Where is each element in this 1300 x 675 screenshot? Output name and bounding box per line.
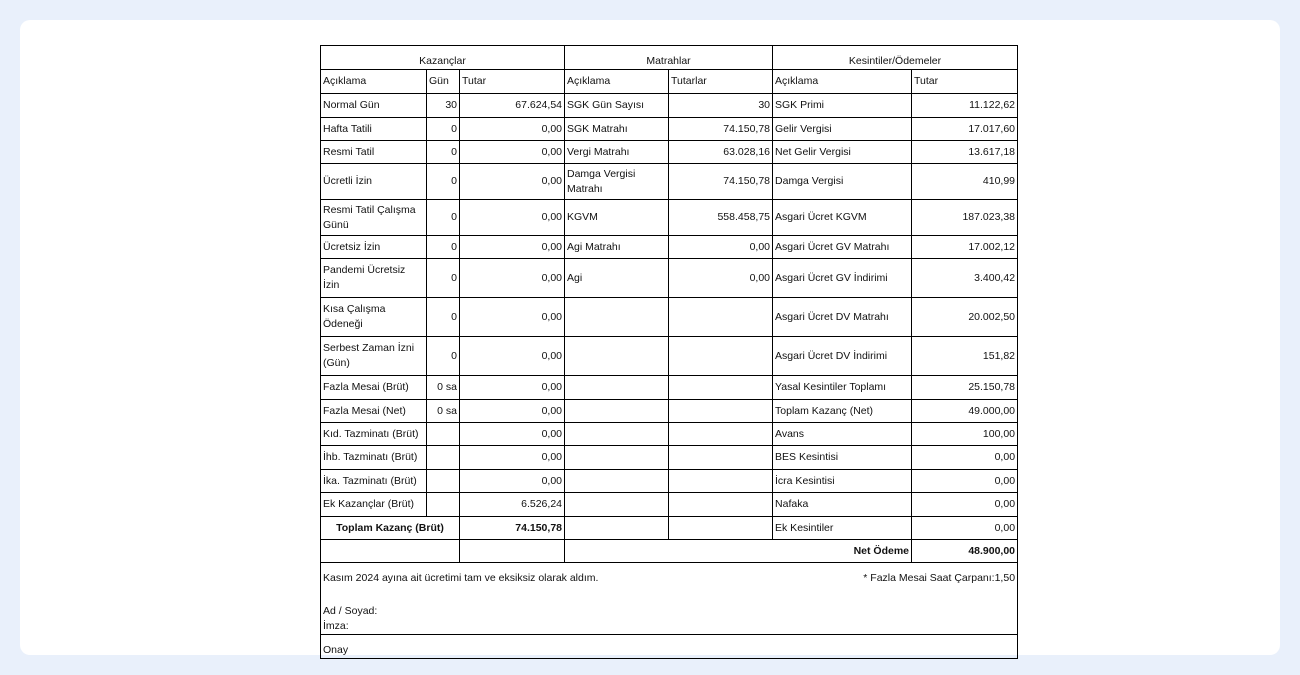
table-row (321, 259, 1018, 298)
deduction-label: Yasal Kesintiler Toplamı (773, 376, 912, 400)
table-row (321, 470, 1018, 493)
earning-days: 0 (427, 236, 460, 259)
earning-label: Fazla Mesai (Net) (321, 400, 427, 423)
earning-days: 0 (427, 200, 460, 236)
deduction-label: SGK Primi (773, 94, 912, 118)
base-label (565, 376, 669, 400)
earning-amount: 0,00 (460, 164, 565, 200)
deduction-label: İcra Kesintisi (773, 470, 912, 493)
table-row (321, 446, 1018, 470)
empty-cell (669, 517, 773, 540)
earning-days: 0 (427, 141, 460, 164)
table-row (321, 236, 1018, 259)
table-row (321, 493, 1018, 517)
earning-label: Serbest Zaman İzni (Gün) (321, 337, 427, 376)
gross-total-row (321, 517, 1018, 540)
deduction-label: Asgari Ücret GV Matrahı (773, 236, 912, 259)
base-label: Damga Vergisi Matrahı (565, 164, 669, 200)
deduction-label: Avans (773, 423, 912, 446)
earning-amount: 0,00 (460, 236, 565, 259)
earning-amount: 0,00 (460, 400, 565, 423)
base-amount: 74.150,78 (669, 118, 773, 141)
col-header-amount: Tutar (460, 70, 565, 94)
overtime-note: * Fazla Mesai Saat Çarpanı:1,50 (863, 572, 1016, 584)
deduction-label: Toplam Kazanç (Net) (773, 400, 912, 423)
table-row (321, 376, 1018, 400)
base-label: SGK Gün Sayısı (565, 94, 669, 118)
earning-amount: 6.526,24 (460, 493, 565, 517)
earning-days (427, 470, 460, 493)
deduction-label: Net Gelir Vergisi (773, 141, 912, 164)
base-amount: 74.150,78 (669, 164, 773, 200)
earning-days (427, 423, 460, 446)
earning-amount: 0,00 (460, 446, 565, 470)
earning-days: 0 (427, 164, 460, 200)
earning-days: 0 (427, 298, 460, 337)
base-label: Vergi Matrahı (565, 141, 669, 164)
section-bases: Matrahlar (565, 46, 773, 70)
deduction-amount: 187.023,38 (912, 200, 1018, 236)
col-header-desc: Açıklama (773, 70, 912, 94)
empty-cell (565, 517, 669, 540)
notes-cell (321, 563, 1018, 635)
deduction-label: Asgari Ücret KGVM (773, 200, 912, 236)
earning-label: Pandemi Ücretsiz İzin (321, 259, 427, 298)
extra-deductions-label: Ek Kesintiler (773, 517, 912, 540)
earning-label: İhb. Tazminatı (Brüt) (321, 446, 427, 470)
base-label: Agi Matrahı (565, 236, 669, 259)
deduction-amount: 3.400,42 (912, 259, 1018, 298)
column-header-row (321, 70, 1018, 94)
table-row (321, 400, 1018, 423)
base-label: Agi (565, 259, 669, 298)
notes-row (321, 563, 1018, 635)
earning-label: Normal Gün (321, 94, 427, 118)
earning-days (427, 493, 460, 517)
approval-row (321, 635, 1018, 659)
table-row (321, 337, 1018, 376)
empty-cell (321, 540, 460, 563)
table-row (321, 423, 1018, 446)
base-amount (669, 298, 773, 337)
base-amount: 0,00 (669, 236, 773, 259)
col-header-days: Gün (427, 70, 460, 94)
payslip-table (320, 45, 1018, 659)
deduction-amount: 0,00 (912, 493, 1018, 517)
signature-label: İmza: (323, 620, 349, 632)
base-amount: 30 (669, 94, 773, 118)
deduction-amount: 100,00 (912, 423, 1018, 446)
deduction-amount: 410,99 (912, 164, 1018, 200)
earning-amount: 0,00 (460, 376, 565, 400)
earning-days (427, 446, 460, 470)
earning-amount: 0,00 (460, 298, 565, 337)
earning-label: Kısa Çalışma Ödeneği (321, 298, 427, 337)
page-frame (20, 20, 1280, 655)
base-amount: 0,00 (669, 259, 773, 298)
deduction-amount: 17.002,12 (912, 236, 1018, 259)
deduction-amount: 49.000,00 (912, 400, 1018, 423)
deduction-amount: 20.002,50 (912, 298, 1018, 337)
gross-total-amount: 74.150,78 (460, 517, 565, 540)
base-label (565, 493, 669, 517)
net-payment-label: Net Ödeme (565, 540, 912, 563)
deduction-label: Damga Vergisi (773, 164, 912, 200)
earning-label: Fazla Mesai (Brüt) (321, 376, 427, 400)
earning-label: Resmi Tatil (321, 141, 427, 164)
payment-statement: Kasım 2024 ayına ait ücretimi tam ve eksiksiz olarak aldım. (323, 572, 599, 584)
earning-amount: 0,00 (460, 423, 565, 446)
deduction-label: Asgari Ücret GV İndirimi (773, 259, 912, 298)
base-amount (669, 337, 773, 376)
base-amount (669, 446, 773, 470)
earning-amount: 0,00 (460, 200, 565, 236)
earning-amount: 67.624,54 (460, 94, 565, 118)
earning-days: 0 (427, 118, 460, 141)
table-row (321, 200, 1018, 236)
table-row (321, 164, 1018, 200)
deduction-label: Asgari Ücret DV Matrahı (773, 298, 912, 337)
net-payment-amount: 48.900,00 (912, 540, 1018, 563)
col-header-desc: Açıklama (565, 70, 669, 94)
deduction-amount: 17.017,60 (912, 118, 1018, 141)
table-row (321, 141, 1018, 164)
earning-label: Ek Kazançlar (Brüt) (321, 493, 427, 517)
table-row (321, 94, 1018, 118)
earning-label: Ücretsiz İzin (321, 236, 427, 259)
base-label (565, 337, 669, 376)
empty-cell (460, 540, 565, 563)
col-header-amount: Tutar (912, 70, 1018, 94)
earning-days: 0 (427, 259, 460, 298)
earning-label: Kıd. Tazminatı (Brüt) (321, 423, 427, 446)
section-deductions: Kesintiler/Ödemeler (773, 46, 1018, 70)
earning-days: 0 (427, 337, 460, 376)
base-amount (669, 400, 773, 423)
deduction-amount: 0,00 (912, 446, 1018, 470)
payslip-sheet (320, 45, 1017, 659)
earning-amount: 0,00 (460, 337, 565, 376)
base-label (565, 470, 669, 493)
base-label (565, 446, 669, 470)
earning-days: 0 sa (427, 376, 460, 400)
deduction-amount: 0,00 (912, 470, 1018, 493)
deduction-amount: 151,82 (912, 337, 1018, 376)
earning-label: Resmi Tatil Çalışma Günü (321, 200, 427, 236)
earning-amount: 0,00 (460, 470, 565, 493)
extra-deductions-amount: 0,00 (912, 517, 1018, 540)
gross-total-label: Toplam Kazanç (Brüt) (321, 517, 460, 540)
base-amount (669, 470, 773, 493)
base-label (565, 400, 669, 423)
base-label: SGK Matrahı (565, 118, 669, 141)
section-earnings: Kazançlar (321, 46, 565, 70)
base-amount: 63.028,16 (669, 141, 773, 164)
earning-label: İka. Tazminatı (Brüt) (321, 470, 427, 493)
earning-amount: 0,00 (460, 141, 565, 164)
net-payment-row (321, 540, 1018, 563)
deduction-amount: 11.122,62 (912, 94, 1018, 118)
deduction-amount: 13.617,18 (912, 141, 1018, 164)
col-header-desc: Açıklama (321, 70, 427, 94)
base-label (565, 298, 669, 337)
deduction-label: Asgari Ücret DV İndirimi (773, 337, 912, 376)
earning-label: Hafta Tatili (321, 118, 427, 141)
earning-days: 0 sa (427, 400, 460, 423)
earning-label: Ücretli İzin (321, 164, 427, 200)
section-header-row (321, 46, 1018, 70)
deduction-amount: 25.150,78 (912, 376, 1018, 400)
deduction-label: BES Kesintisi (773, 446, 912, 470)
base-label (565, 423, 669, 446)
base-amount: 558.458,75 (669, 200, 773, 236)
base-amount (669, 493, 773, 517)
deduction-label: Nafaka (773, 493, 912, 517)
notes-line (323, 571, 1015, 586)
approval-label: Onay (321, 635, 1018, 659)
earning-days: 30 (427, 94, 460, 118)
deduction-label: Gelir Vergisi (773, 118, 912, 141)
base-amount (669, 423, 773, 446)
col-header-amounts: Tutarlar (669, 70, 773, 94)
name-label: Ad / Soyad: (323, 605, 378, 617)
base-amount (669, 376, 773, 400)
earning-amount: 0,00 (460, 259, 565, 298)
earning-amount: 0,00 (460, 118, 565, 141)
table-row (321, 298, 1018, 337)
table-row (321, 118, 1018, 141)
base-label: KGVM (565, 200, 669, 236)
